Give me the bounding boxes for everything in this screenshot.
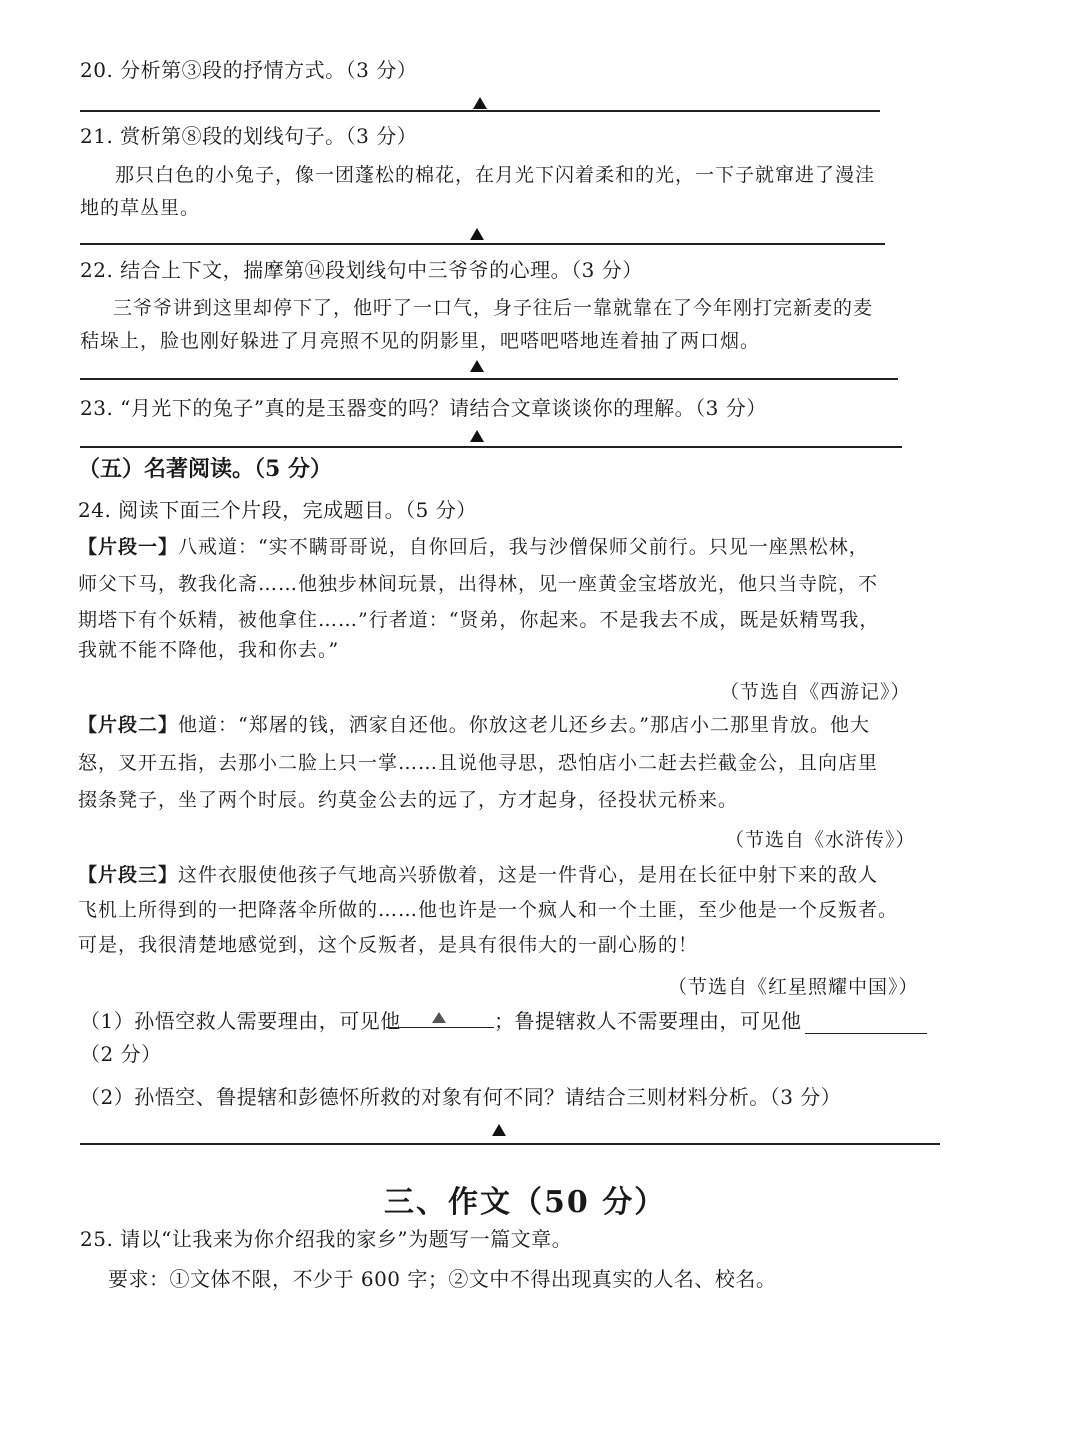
quoted-sentence-line: 三爷爷讲到这里却停下了，他吁了一口气，身子往后一靠就靠在了今年刚打完新麦的麦: [113, 297, 874, 319]
fragment-label: 【片段一】: [78, 536, 179, 558]
quoted-sentence-line: 秸垛上，脸也刚好躲进了月亮照不见的阴影里，吧嗒吧嗒地连着抽了两口烟。: [80, 330, 761, 352]
answer-line: [80, 378, 898, 380]
fragment-1-line: 我就不能不降他，我和你去。”: [78, 639, 340, 661]
fragment-2-line: 怒，叉开五指，去那小二脸上只一掌……且说他寻思，恐怕店小二赶去拦截金公，且向店里: [78, 752, 879, 774]
question-24-1-part-b: ；鲁提辖救人不需要理由，可见他: [494, 1009, 802, 1033]
fragment-3-line: 飞机上所得到的一把降落伞所做的……他也许是一个疯人和一个土匪，至少他是一个反叛者。: [78, 899, 899, 921]
question-24-2: （2）孙悟空、鲁提辖和彭德怀所救的对象有何不同？请结合三则材料分析。（3 分）: [80, 1085, 842, 1109]
fragment-3-line: 【片段三】这件衣服使他孩子气地高兴骄傲着，这是一件背心，是用在长征中射下来的敌人: [78, 864, 879, 886]
composition-requirements: 要求：①文体不限，不少于 600 字；②文中不得出现真实的人名、校名。: [108, 1267, 777, 1291]
question-25: 25. 请以“让我来为你介绍我的家乡”为题写一篇文章。: [80, 1227, 573, 1251]
fill-blank-1[interactable]: [386, 1027, 494, 1028]
answer-line: [80, 243, 885, 245]
question-21: 21. 赏析第⑧段的划线句子。（3 分）: [80, 124, 418, 148]
fragment-label: 【片段二】: [78, 714, 179, 736]
fragment-source: （节选自《红星照耀中国》）: [668, 976, 919, 998]
fragment-2-line: 掇条凳子，坐了两个时辰。约莫金公去的远了，方才起身，径投状元桥来。: [78, 789, 739, 811]
question-20: 20. 分析第③段的抒情方式。（3 分）: [80, 58, 418, 82]
fragment-1-line: 【片段一】八戒道：“实不瞒哥哥说，自你回后，我与沙僧保师父前行。只见一座黑松林，: [78, 536, 869, 558]
answer-space-marker-icon: [470, 430, 484, 442]
fragment-3-line: 可是，我很清楚地感觉到，这个反叛者，是具有很伟大的一副心肠的！: [78, 934, 699, 956]
answer-space-marker-icon: [470, 360, 484, 372]
fragment-source: （节选自《水浒传》）: [725, 829, 916, 851]
fragment-1-line: 期塔下有个妖精，被他拿住……”行者道：“贤弟，你起来。不是我去不成，既是妖精骂我，: [78, 609, 880, 631]
composition-heading: 三、作文（50 分）: [384, 1185, 667, 1220]
answer-space-marker-icon: [473, 97, 487, 109]
quoted-sentence-line: 地的草丛里。: [80, 197, 201, 219]
quoted-sentence-line: 那只白色的小兔子，像一团蓬松的棉花，在月光下闪着柔和的光，一下子就窜进了漫洼: [115, 164, 876, 186]
question-24-1-part-a: （1）孙悟空救人需要理由，可见他: [80, 1009, 401, 1033]
fragment-1-line: 师父下马，教我化斋……他独步林间玩景，出得林，见一座黄金宝塔放光，他只当寺院，不: [78, 573, 879, 595]
answer-space-marker-icon: [492, 1124, 506, 1136]
section-heading: （五）名著阅读。（5 分）: [78, 456, 332, 482]
answer-line: [80, 110, 880, 112]
question-22: 22. 结合上下文，揣摩第⑭段划线句中三爷爷的心理。（3 分）: [80, 258, 643, 282]
answer-line: [80, 446, 902, 448]
fragment-source: （节选自《西游记》）: [720, 681, 911, 703]
question-score: （2 分）: [80, 1042, 162, 1066]
answer-space-marker-icon: [432, 1012, 446, 1023]
answer-space-marker-icon: [470, 228, 484, 240]
fragment-label: 【片段三】: [78, 864, 179, 886]
question-24: 24. 阅读下面三个片段，完成题目。（5 分）: [78, 498, 477, 522]
answer-line: [80, 1143, 940, 1145]
fragment-2-line: 【片段二】他道：“郑屠的钱，洒家自还他。你放这老儿还乡去。”那店小二那里肯放。他大: [78, 714, 870, 736]
fill-blank-2[interactable]: [805, 1033, 927, 1034]
question-23: 23. “月光下的兔子”真的是玉器变的吗？请结合文章谈谈你的理解。（3 分）: [80, 396, 767, 420]
